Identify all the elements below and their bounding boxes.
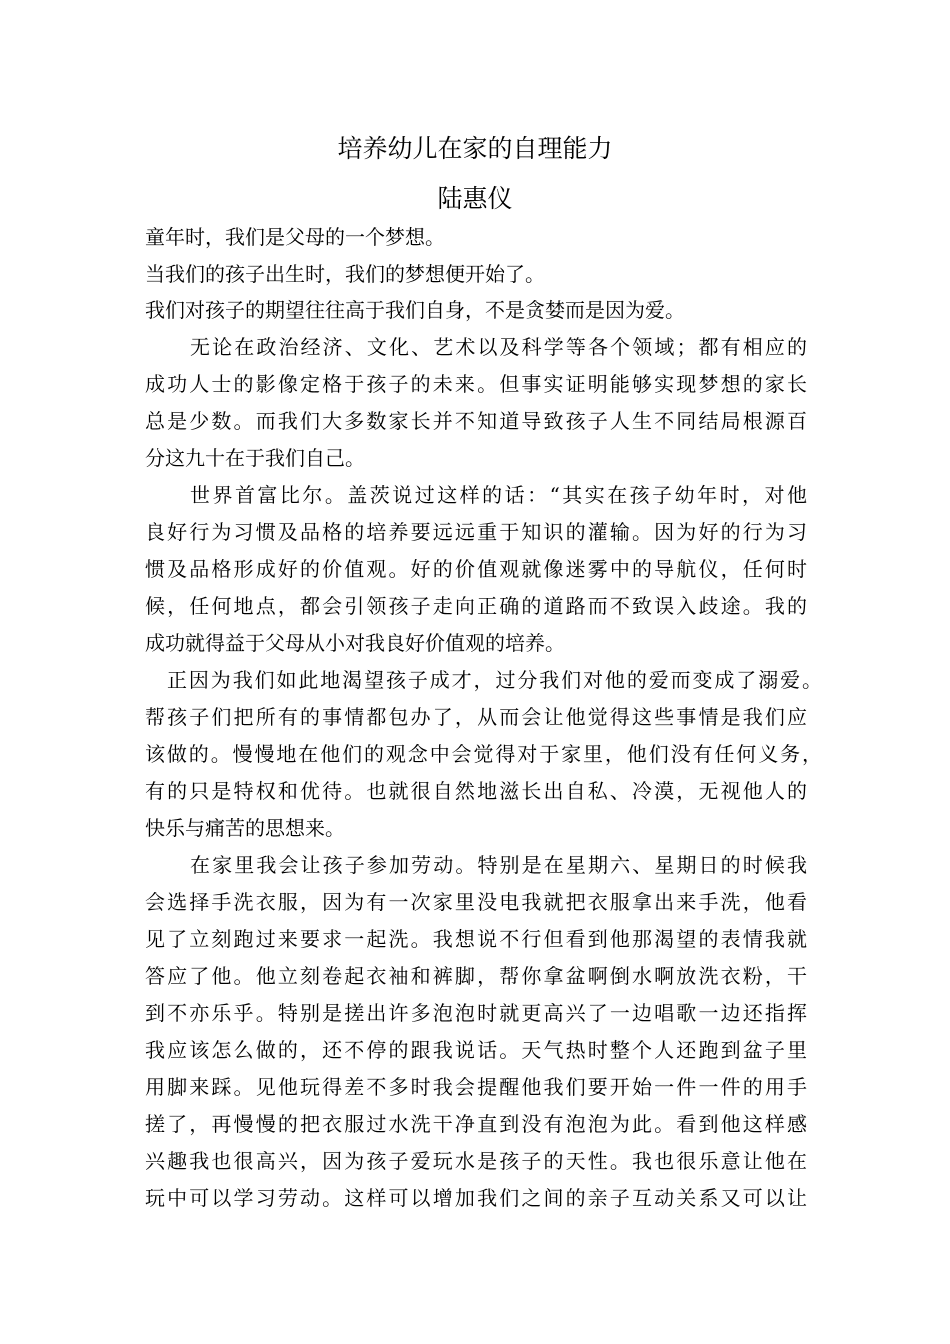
paragraph-line: 兴趣我也很高兴，因为孩子爱玩水是孩子的天性。我也很乐意让他在 [145, 1149, 807, 1173]
paragraph-line: 候，任何地点，都会引领孩子走向正确的道路而不致误入歧途。我的 [145, 594, 807, 618]
paragraph-line: 有的只是特权和优待。也就很自然地滋长出自私、冷漠，无视他人的 [145, 779, 807, 803]
paragraph-line: 见了立刻跑过来要求一起洗。我想说不行但看到他那渴望的表情我就 [145, 927, 807, 951]
paragraph-line: 我应该怎么做的，还不停的跟我说话。天气热时整个人还跑到盆子里 [145, 1038, 807, 1062]
paragraph-line: 快乐与痛苦的思想来。 [145, 816, 345, 840]
paragraph-line: 成功人士的影像定格于孩子的未来。但事实证明能够实现梦想的家长 [145, 372, 807, 396]
document-author: 陆惠仪 [437, 184, 513, 213]
paragraph-line: 成功就得益于父母从小对我良好价值观的培养。 [145, 631, 565, 655]
paragraph-line: 该做的。慢慢地在他们的观念中会觉得对于家里，他们没有任何义务， [145, 742, 822, 766]
intro-line: 童年时，我们是父母的一个梦想。 [145, 225, 445, 249]
paragraph-line: 无论在政治经济、文化、艺术以及科学等各个领域；都有相应的 [190, 335, 807, 359]
paragraph-line: 良好行为习惯及品格的培养要远远重于知识的灌输。因为好的行为习 [145, 520, 807, 544]
paragraph-line: 用脚来踩。见他玩得差不多时我会提醒他我们要开始一件一件的用手 [145, 1075, 807, 1099]
paragraph-line: 答应了他。他立刻卷起衣袖和裤脚，帮你拿盆啊倒水啊放洗衣粉，干 [145, 964, 807, 988]
intro-line: 我们对孩子的期望往往高于我们自身，不是贪婪而是因为爱。 [145, 298, 685, 322]
paragraph-line: 分这九十在于我们自己。 [145, 446, 365, 470]
paragraph-line: 搓了，再慢慢的把衣服过水洗干净直到没有泡泡为此。看到他这样感 [145, 1112, 807, 1136]
paragraph-line: 到不亦乐乎。特别是搓出许多泡泡时就更高兴了一边唱歌一边还指挥 [145, 1001, 807, 1025]
paragraph-line: 世界首富比尔。盖茨说过这样的话：“其实在孩子幼年时，对他 [190, 483, 807, 507]
paragraph-line: 正因为我们如此地渴望孩子成才，过分我们对他的爱而变成了溺爱。 [167, 668, 822, 692]
paragraph-line: 会选择手洗衣服，因为有一次家里没电我就把衣服拿出来手洗，他看 [145, 890, 807, 914]
paragraph-line: 惯及品格形成好的价值观。好的价值观就像迷雾中的导航仪，任何时 [145, 557, 807, 581]
intro-line: 当我们的孩子出生时，我们的梦想便开始了。 [145, 262, 545, 286]
paragraph-line: 总是少数。而我们大多数家长并不知道导致孩子人生不同结局根源百 [145, 409, 807, 433]
document-title: 培养幼儿在家的自理能力 [337, 134, 613, 163]
paragraph-line: 在家里我会让孩子参加劳动。特别是在星期六、星期日的时候我 [190, 853, 807, 877]
paragraph-line: 帮孩子们把所有的事情都包办了，从而会让他觉得这些事情是我们应 [145, 705, 807, 729]
paragraph-line: 玩中可以学习劳动。这样可以增加我们之间的亲子互动关系又可以让 [145, 1186, 807, 1210]
